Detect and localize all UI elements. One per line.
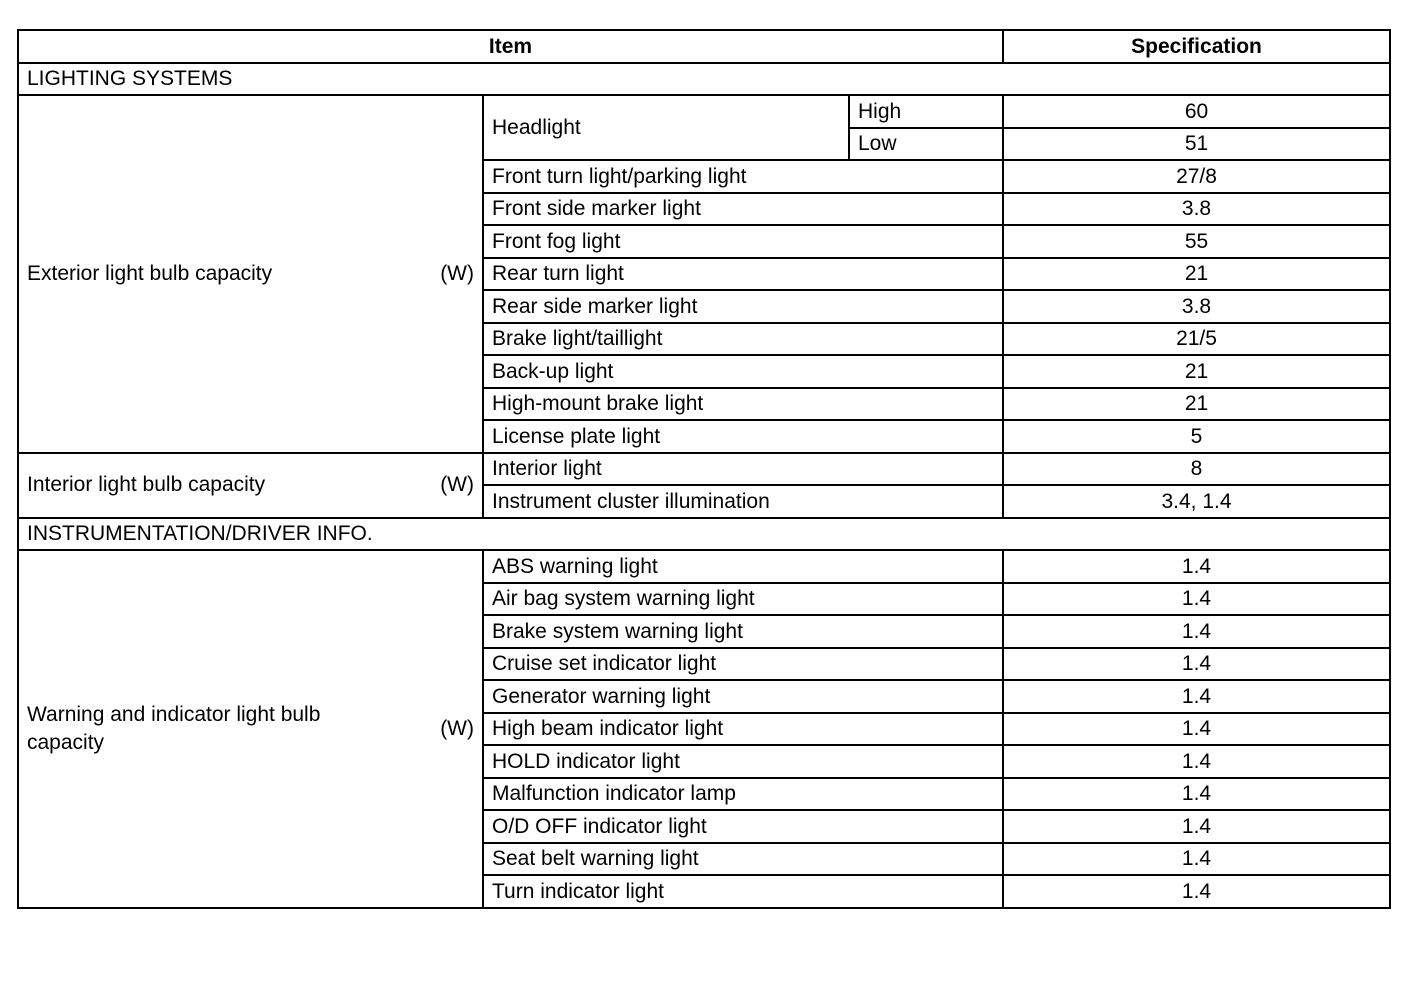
item-name: License plate light — [483, 420, 1003, 453]
item-name: Interior light — [483, 453, 1003, 486]
item-name: HOLD indicator light — [483, 745, 1003, 778]
specification-column-header: Specification — [1003, 30, 1390, 63]
item-value: 1.4 — [1003, 810, 1390, 843]
item-value: 1.4 — [1003, 615, 1390, 648]
item-value: 27/8 — [1003, 160, 1390, 193]
item-column-header: Item — [18, 30, 1003, 63]
item-value: 1.4 — [1003, 648, 1390, 681]
item-name: Seat belt warning light — [483, 843, 1003, 876]
item-name: O/D OFF indicator light — [483, 810, 1003, 843]
group-label: Interior light bulb capacity — [27, 473, 266, 497]
group-label: Warning and indicator light bulb capacity — [27, 703, 321, 754]
item-value: 3.8 — [1003, 193, 1390, 226]
group-unit: (W) — [440, 473, 474, 497]
item-name: High-mount brake light — [483, 388, 1003, 421]
group-unit: (W) — [440, 717, 474, 741]
item-sub-label: High — [849, 95, 1003, 128]
item-name: Headlight — [483, 95, 849, 160]
item-name: Front fog light — [483, 225, 1003, 258]
group-label: Exterior light bulb capacity — [27, 262, 273, 286]
item-name: Malfunction indicator lamp — [483, 778, 1003, 811]
item-value: 60 — [1003, 95, 1390, 128]
item-value: 1.4 — [1003, 680, 1390, 713]
group-cell-exterior — [18, 95, 483, 453]
item-name: Brake system warning light — [483, 615, 1003, 648]
item-sub-label: Low — [849, 128, 1003, 161]
table-row — [18, 95, 1390, 128]
item-name: ABS warning light — [483, 550, 1003, 583]
item-value: 1.4 — [1003, 713, 1390, 746]
item-value: 21/5 — [1003, 323, 1390, 356]
item-name: Rear side marker light — [483, 290, 1003, 323]
table-row — [18, 550, 1390, 583]
item-value: 21 — [1003, 355, 1390, 388]
table-header-row — [18, 30, 1390, 63]
item-name: Cruise set indicator light — [483, 648, 1003, 681]
item-name: Turn indicator light — [483, 875, 1003, 908]
bulb-specification-table — [17, 29, 1391, 909]
item-value: 1.4 — [1003, 778, 1390, 811]
item-value: 1.4 — [1003, 550, 1390, 583]
item-value: 1.4 — [1003, 875, 1390, 908]
section-title-instrumentation: INSTRUMENTATION/DRIVER INFO. — [18, 518, 1390, 551]
item-name: Front side marker light — [483, 193, 1003, 226]
item-name: Instrument cluster illumination — [483, 485, 1003, 518]
item-value: 1.4 — [1003, 745, 1390, 778]
item-value: 21 — [1003, 258, 1390, 291]
section-row — [18, 518, 1390, 551]
item-value: 3.4, 1.4 — [1003, 485, 1390, 518]
item-value: 55 — [1003, 225, 1390, 258]
item-name: Back-up light — [483, 355, 1003, 388]
section-title-lighting-systems: LIGHTING SYSTEMS — [18, 63, 1390, 96]
table-row — [18, 453, 1390, 486]
section-row — [18, 63, 1390, 96]
item-name: High beam indicator light — [483, 713, 1003, 746]
item-value: 5 — [1003, 420, 1390, 453]
item-name: Brake light/taillight — [483, 323, 1003, 356]
item-value: 51 — [1003, 128, 1390, 161]
item-name: Generator warning light — [483, 680, 1003, 713]
item-value: 3.8 — [1003, 290, 1390, 323]
item-value: 21 — [1003, 388, 1390, 421]
item-value: 1.4 — [1003, 843, 1390, 876]
item-name: Front turn light/parking light — [483, 160, 1003, 193]
group-cell-warning-indicator — [18, 550, 483, 908]
group-unit: (W) — [440, 262, 474, 286]
group-cell-interior — [18, 453, 483, 518]
item-value: 1.4 — [1003, 583, 1390, 616]
item-name: Rear turn light — [483, 258, 1003, 291]
item-value: 8 — [1003, 453, 1390, 486]
item-name: Air bag system warning light — [483, 583, 1003, 616]
